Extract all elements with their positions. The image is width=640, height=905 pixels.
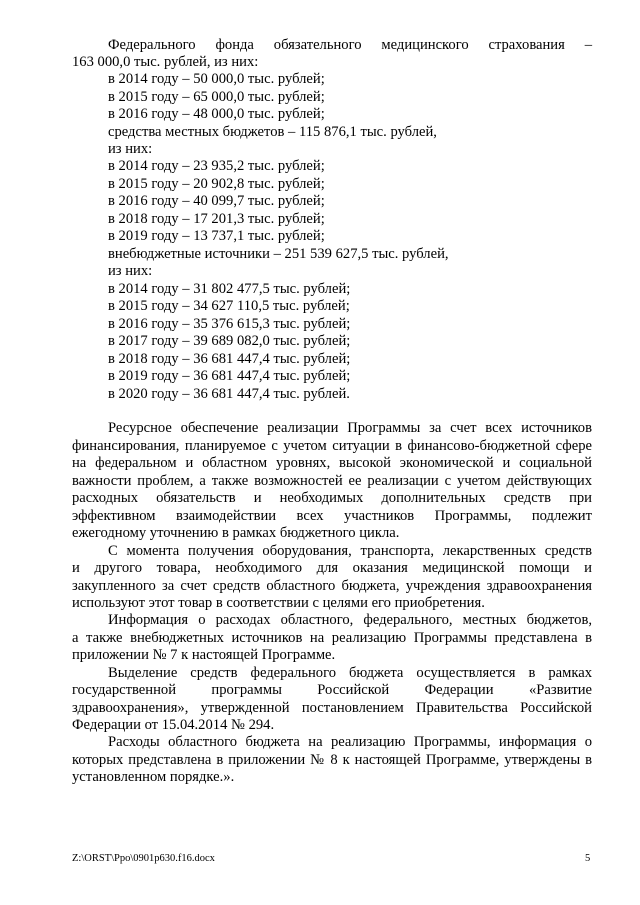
- extrabudgetary-year: в 2015 году – 34 627 110,5 тыс. рублей;: [108, 298, 350, 314]
- regional-paragraph-line: Расходы областного бюджета на реализацию Программы, информация о: [108, 734, 592, 750]
- info-paragraph-line: приложении № 7 к настоящей Программе.: [72, 647, 336, 663]
- equipment-paragraph-line: закупленного за счет средств областного бюджета, учреждения здравоохранения: [72, 578, 592, 594]
- equipment-paragraph-line: С момента получения оборудования, транспорта, лекарственных средств: [108, 543, 592, 559]
- federal-fund-year: в 2015 году – 65 000,0 тыс. рублей;: [108, 89, 325, 105]
- regional-paragraph-line: которых представлена в приложении № 8 к настоящей Программе, утверждены в: [72, 752, 592, 768]
- extrabudgetary-of-which: из них:: [108, 263, 153, 279]
- extrabudgetary-year: в 2016 году – 35 376 615,3 тыс. рублей;: [108, 316, 351, 332]
- federal-fund-line: Федерального фонда обязательного медицинского страхования –: [108, 37, 592, 53]
- extrabudgetary-title: внебюджетные источники – 251 539 627,5 тыс. рублей,: [108, 246, 449, 262]
- resource-paragraph-line: эффективном взаимодействии всех участников Программы, подлежит: [72, 508, 592, 524]
- resource-paragraph-line: важности проблем, а также возможностей ее реализации с учетом действующих: [72, 473, 592, 489]
- resource-paragraph-line: расходных обязательств и необходимых дополнительных средств при: [72, 490, 592, 506]
- info-paragraph-line: Информация о расходах областного, федерального, местных бюджетов,: [108, 612, 592, 628]
- extrabudgetary-year: в 2019 году – 36 681 447,4 тыс. рублей;: [108, 368, 351, 384]
- local-budgets-title: средства местных бюджетов – 115 876,1 тыс. рублей,: [108, 124, 437, 140]
- regional-paragraph-line: установленном порядке.».: [72, 769, 235, 785]
- federal-fund-year: в 2014 году – 50 000,0 тыс. рублей;: [108, 71, 325, 87]
- federal-paragraph-line: Федерации от 15.04.2014 № 294.: [72, 717, 275, 733]
- local-budgets-of-which: из них:: [108, 141, 153, 157]
- local-budget-year: в 2016 году – 40 099,7 тыс. рублей;: [108, 193, 325, 209]
- equipment-paragraph-line: используют этот товар в соответствии с целями его приобретения.: [72, 595, 485, 611]
- equipment-paragraph-line: и другого товара, необходимого для оказания медицинской помощи и: [72, 560, 592, 576]
- resource-paragraph-line: на федеральном и областном уровнях, высокой экономической и социальной: [72, 455, 592, 471]
- resource-paragraph-line: ежегодному уточнению в рамках бюджетного цикла.: [72, 525, 400, 541]
- footer-file-path: Z:\ORST\Ppo\0901p630.f16.docx: [72, 853, 215, 864]
- federal-fund-total: 163 000,0 тыс. рублей, из них:: [72, 54, 259, 70]
- resource-paragraph-line: Ресурсное обеспечение реализации Программы за счет всех источников: [108, 420, 592, 436]
- federal-paragraph-line: Выделение средств федерального бюджета осуществляется в рамках: [108, 665, 592, 681]
- resource-paragraph-line: финансирования, планируемое с учетом ситуации в финансово-бюджетной сфере: [72, 438, 592, 454]
- extrabudgetary-year: в 2020 году – 36 681 447,4 тыс. рублей.: [108, 386, 350, 402]
- local-budget-year: в 2019 году – 13 737,1 тыс. рублей;: [108, 228, 325, 244]
- local-budget-year: в 2018 году – 17 201,3 тыс. рублей;: [108, 211, 325, 227]
- local-budget-year: в 2015 году – 20 902,8 тыс. рублей;: [108, 176, 325, 192]
- local-budget-year: в 2014 году – 23 935,2 тыс. рублей;: [108, 158, 325, 174]
- federal-paragraph-line: здравоохранения», утвержденной постановлением Правительства Российской: [72, 700, 592, 716]
- extrabudgetary-year: в 2014 году – 31 802 477,5 тыс. рублей;: [108, 281, 351, 297]
- extrabudgetary-year: в 2017 году – 39 689 082,0 тыс. рублей;: [108, 333, 351, 349]
- info-paragraph-line: а также внебюджетных источников на реализацию Программы представлена в: [72, 630, 592, 646]
- extrabudgetary-year: в 2018 году – 36 681 447,4 тыс. рублей;: [108, 351, 351, 367]
- page-number: 5: [585, 853, 591, 864]
- federal-fund-year: в 2016 году – 48 000,0 тыс. рублей;: [108, 106, 325, 122]
- federal-paragraph-line: государственной программы Российской Федерации «Развитие: [72, 682, 592, 698]
